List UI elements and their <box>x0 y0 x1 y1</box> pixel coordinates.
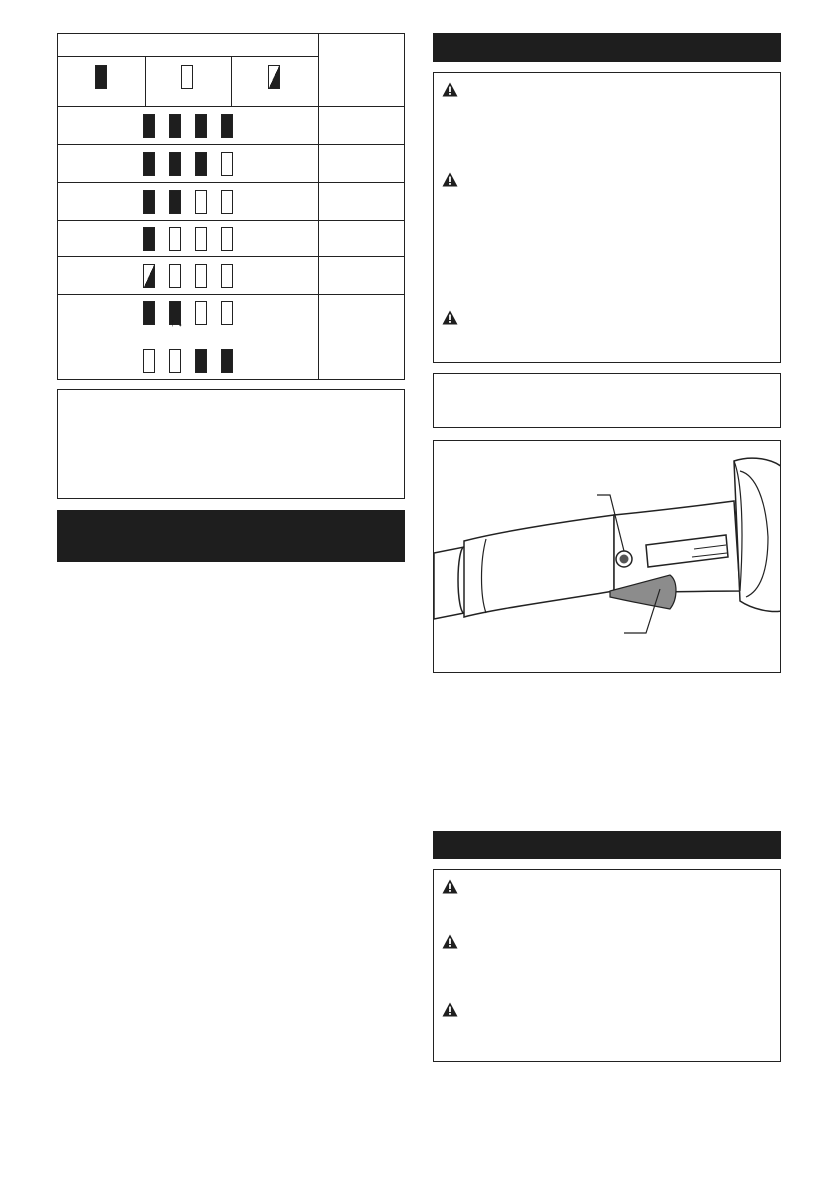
warning-box <box>433 869 781 1062</box>
battery-lamp-icon <box>169 114 181 138</box>
blinking-lamp-icon <box>268 65 280 89</box>
battery-lamp-icon <box>143 114 155 138</box>
section-heading-bar <box>433 33 781 62</box>
battery-lamp-icon <box>169 227 181 251</box>
warning-triangle-icon <box>442 172 458 187</box>
battery-lamp-icon <box>169 264 181 288</box>
battery-capacity-table <box>57 33 405 380</box>
alternating-arrows: ↑↓ <box>170 317 185 329</box>
battery-lamp-icon <box>221 349 233 373</box>
battery-lamp-icon <box>195 264 207 288</box>
warning-triangle-icon <box>442 310 458 325</box>
section-heading-bar <box>57 510 405 562</box>
note-box <box>433 373 781 428</box>
column-divider <box>318 34 319 379</box>
battery-lamp-icon <box>195 190 207 214</box>
warning-triangle-icon <box>442 934 458 949</box>
battery-lamp-icon <box>221 190 233 214</box>
battery-lamp-icon <box>221 152 233 176</box>
battery-lamp-icon <box>195 301 207 325</box>
column-divider <box>145 56 146 106</box>
row-divider <box>58 182 404 183</box>
section-heading-bar <box>433 831 781 859</box>
tool-handle-figure <box>433 440 781 673</box>
unlit-lamp-icon <box>181 65 193 89</box>
battery-lamp-icon <box>221 114 233 138</box>
header-rule <box>58 56 318 57</box>
warning-box <box>433 72 781 363</box>
battery-lamp-icon <box>195 349 207 373</box>
row-divider <box>58 106 404 107</box>
note-box <box>57 389 405 499</box>
battery-lamp-icon <box>195 114 207 138</box>
battery-lamp-icon <box>143 227 155 251</box>
battery-lamp-icon <box>195 227 207 251</box>
battery-lamp-icon <box>221 227 233 251</box>
warning-triangle-icon <box>442 82 458 97</box>
battery-lamp-icon <box>169 152 181 176</box>
battery-lamp-icon <box>143 301 155 325</box>
battery-lamp-icon <box>169 190 181 214</box>
lit-lamp-icon <box>95 65 107 89</box>
row-divider <box>58 256 404 257</box>
battery-lamp-icon <box>143 349 155 373</box>
row-divider <box>58 144 404 145</box>
column-divider <box>231 56 232 106</box>
battery-lamp-icon <box>169 349 181 373</box>
warning-triangle-icon <box>442 1002 458 1017</box>
battery-lamp-icon <box>221 264 233 288</box>
battery-lamp-icon <box>195 152 207 176</box>
row-divider <box>58 294 404 295</box>
battery-lamp-icon <box>143 264 155 288</box>
row-divider <box>58 220 404 221</box>
battery-lamp-icon <box>143 152 155 176</box>
battery-lamp-icon <box>221 301 233 325</box>
warning-triangle-icon <box>442 879 458 894</box>
tool-handle-illustration <box>434 441 781 673</box>
battery-lamp-icon <box>143 190 155 214</box>
